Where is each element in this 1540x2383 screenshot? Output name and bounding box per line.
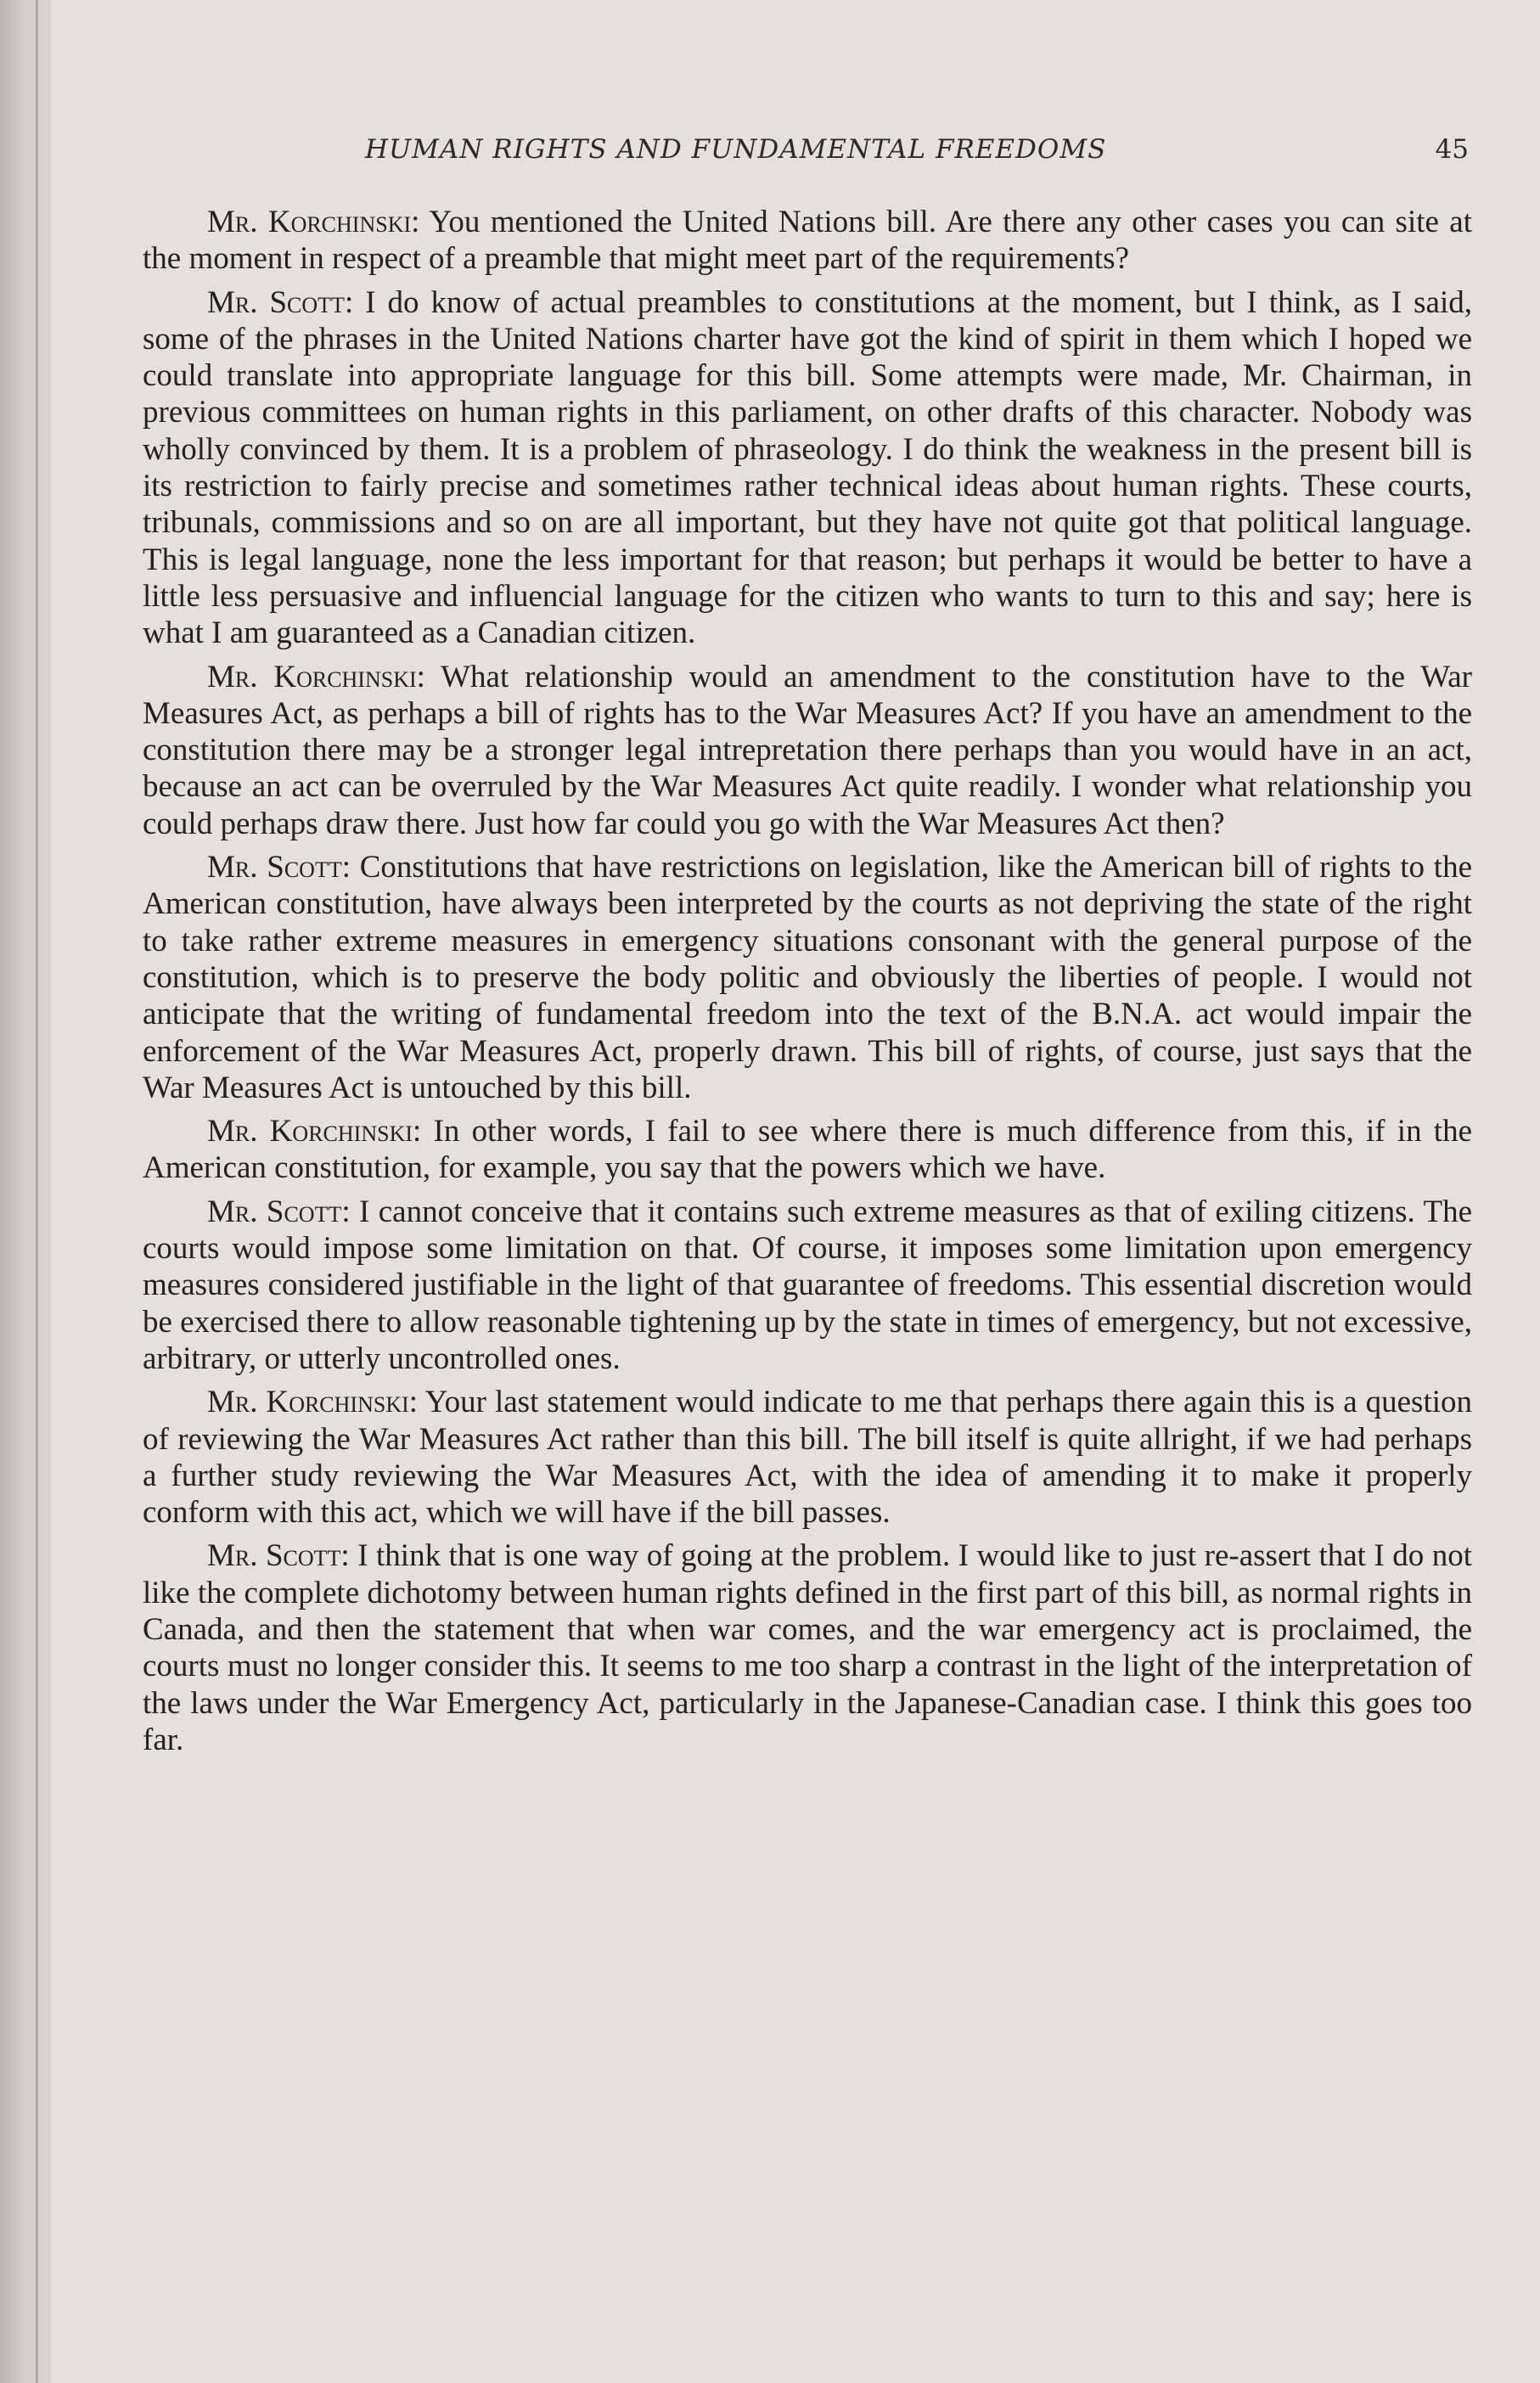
speaker-name: Mr. Korchinski: <box>207 1114 422 1149</box>
speaker-name: Mr. Scott: <box>207 1538 350 1574</box>
paragraph <box>143 284 1472 652</box>
paragraph <box>143 204 1472 278</box>
speaker-name: Mr. Korchinski: <box>207 1385 419 1420</box>
paragraph-text: Constitutions that have restrictions on legislation, like the American bill of rights to the American constitution, have always been interpreted by the courts as not depriving the state of the right to take rather extreme measures in emergency situations consonant with the general purpose of the constitution, which is to preserve the body politic and obviously the liberties of people. I would not anticipate that the writing of fundamental freedom into the text of the B.N.A. act would impair the enforcement of the War Measures Act, properly drawn. This bill of rights, of course, just says that the War Measures Act is untouched by this bill. <box>143 850 1473 1105</box>
paragraph <box>143 1113 1472 1187</box>
speaker-name: Mr. Korchinski: <box>207 205 420 239</box>
paragraph <box>143 659 1472 842</box>
page-number: 45 <box>1435 134 1469 165</box>
speaker-name: Mr. Scott: <box>207 850 351 885</box>
paragraph-text: I cannot conceive that it contains such extreme measures as that of exiling citizens. The courts would impose some limitation on that. Of course, it imposes some limitation upon emergency measures considered justifiable in the light of that guarantee of freedoms. This essential discretion would be exercised there to allow reasonable tightening up by the state in times of emergency, but not excessive, arbitrary, or utterly uncontrolled ones. <box>143 1194 1472 1376</box>
paragraph <box>143 1537 1472 1758</box>
paragraph-text: In other words, I fail to see where there is much difference from this, if in the American constitution, for example, you say that the powers which we have. <box>143 1114 1473 1186</box>
paragraph-text: You mentioned the United Nations bill. Are there any other cases you can site at the moment in respect of a preamble that might meet part of the requirements? <box>143 205 1472 277</box>
paragraph-text: Your last statement would indicate to me that perhaps there again this is a question of reviewing the War Measures Act rather than this bill. The bill itself is quite allright, if we had perhaps a further study reviewing the War Measures Act, with the idea of amending it to make it properly conform with this act, which we will have if the bill passes. <box>143 1385 1473 1531</box>
paragraph-text: I think that is one way of going at the problem. I would like to just re-assert that I do not like the complete dichotomy between human rights defined in the first part of this bill, as normal rights in Canada, and then the statement that when war comes, and the war emergency act is proclaimed, the courts must no longer consider this. It seems to me too sharp a contrast in the light of the interpretation of the laws under the War Emergency Act, particularly in the Japanese-Canadian case. I think this goes too far. <box>143 1538 1472 1757</box>
running-title: HUMAN RIGHTS AND FUNDAMENTAL FREEDOMS <box>365 134 1107 165</box>
speaker-name: Mr. Scott: <box>207 1194 351 1229</box>
paragraph <box>143 1194 1472 1377</box>
book-page <box>51 0 1540 2383</box>
speaker-name: Mr. Korchinski: <box>207 659 425 694</box>
speaker-name: Mr. Scott: <box>207 284 354 320</box>
page-header <box>365 134 1469 168</box>
paragraph <box>143 1384 1472 1531</box>
paragraph-text: What relationship would an amendment to the constitution have to the War Measures Act, as perhaps a bill of rights has to the War Measures Act? If you have an amendment to the constitution there may be a stronger legal intrepretation there perhaps than you would have in an act, because an act can be overruled by the War Measures Act quite readily. I wonder what relationship you could perhaps draw there. Just how far could you go with the War Measures Act then? <box>143 659 1472 841</box>
book-gutter <box>0 0 51 2383</box>
transcript-body <box>143 204 1472 1765</box>
gutter-edge <box>36 0 38 2383</box>
paragraph <box>143 849 1472 1106</box>
paragraph-text: I do know of actual preambles to constitutions at the moment, but I think, as I said, some of the phrases in the United Nations charter have got the kind of spirit in them which I hoped we could translate into appropriate language for this bill. Some attempts were made, Mr. Chairman, in previous committees on human rights in this parliament, on other drafts of this character. Nobody was wholly convinced by them. It is a problem of phraseology. I do think the weakness in the present bill is its restriction to fairly precise and sometimes rather technical ideas about human rights. These courts, tribunals, commissions and so on are all important, but they have not quite got that political language. This is legal language, none the less important for that reason; but perhaps it would be better to have a little less persuasive and influencial language for the citizen who wants to turn to this and say; here is what I am guaranteed as a Canadian citizen. <box>143 284 1472 651</box>
